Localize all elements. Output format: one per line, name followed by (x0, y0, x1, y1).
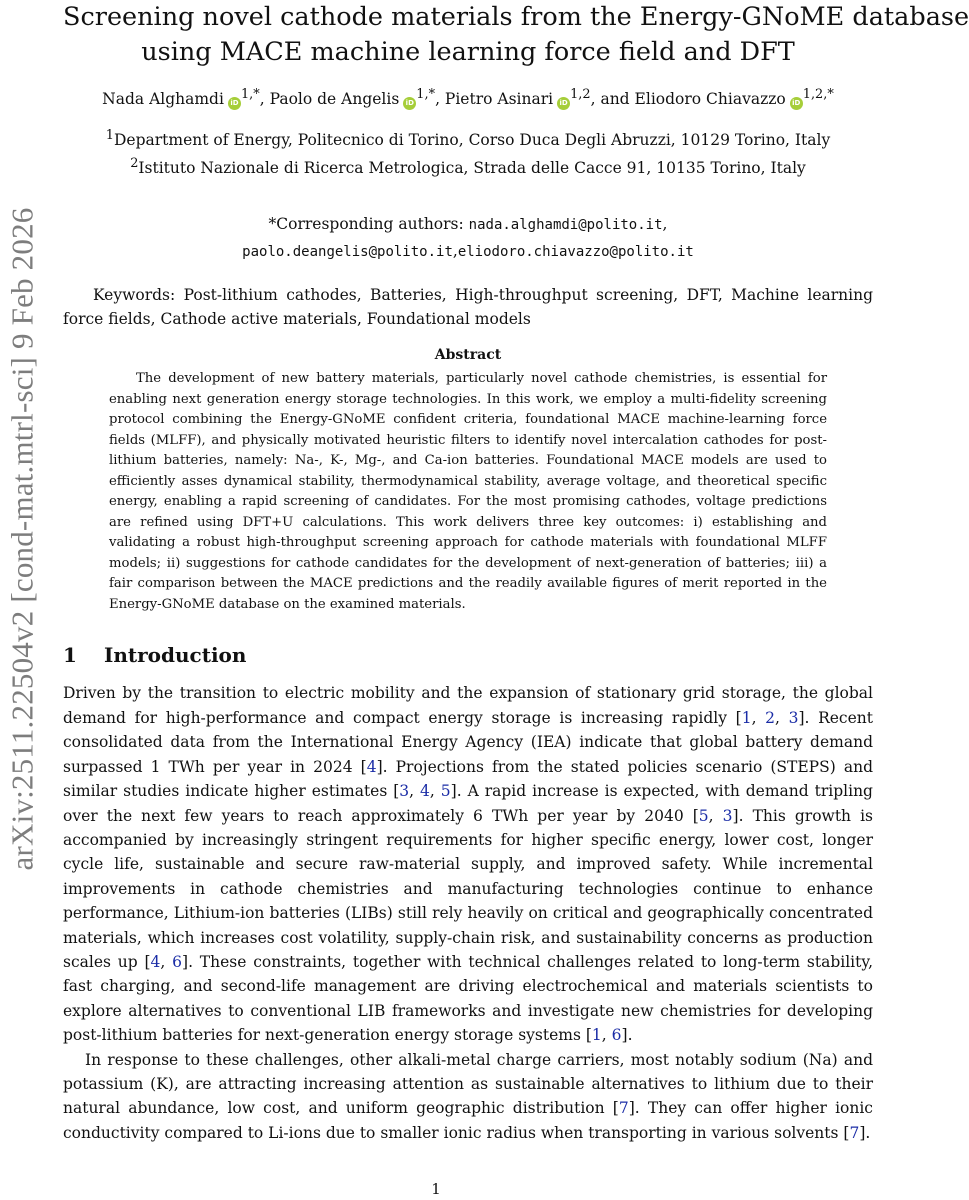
author-separator: , (435, 90, 445, 109)
title-line-2: using MACE machine learning force field and DFT (141, 37, 795, 67)
affiliation-mark: 1 (105, 128, 114, 144)
email-link[interactable]: paolo.deangelis@polito.it (242, 244, 453, 261)
author-affiliation-mark: 1,* (240, 87, 260, 102)
keywords: Keywords: Post-lithium cathodes, Batteries, High-throughput screening, DFT, Machine learning force fields, Cathode active materials, Foundational models (63, 286, 873, 329)
abstract-heading: Abstract (434, 347, 502, 364)
email-link[interactable]: eliodoro.chiavazzo@polito.it (457, 244, 694, 261)
citation-link[interactable]: 5 (440, 782, 451, 801)
affiliation-mark: 2 (130, 156, 139, 172)
email-link[interactable]: nada.alghamdi@polito.it (468, 217, 663, 234)
email-separator: , (452, 242, 458, 261)
paper-title (63, 0, 969, 70)
affiliation-1 (63, 124, 873, 152)
orcid-icon[interactable]: iD (403, 97, 416, 110)
author-separator: , and (590, 90, 635, 109)
author (444, 87, 591, 109)
email-separator: , (662, 215, 668, 234)
section-heading (63, 643, 873, 667)
author (102, 87, 260, 109)
author-list (63, 87, 873, 110)
citation-link[interactable]: 1 (591, 1026, 602, 1045)
title-line-1: Screening novel cathode materials from the Energy-GNoME database (63, 2, 969, 32)
section-title: Introduction (104, 643, 247, 668)
page-number: 1 (431, 1180, 441, 1198)
intro-paragraph-2: In response to these challenges, other alkali-metal charge carriers, most notably sodium (Na) and potassium (K), are attracting increasing attention as sustainable alternatives to lithium due to their natural abundance, low cost, and uniform geographic distribution [7]. They can offer higher ionic conductivity compared to Li-ions due to smaller ionic radius when transporting in various solvents [7]. (63, 1050, 873, 1142)
orcid-icon[interactable]: iD (228, 97, 241, 110)
section-number: 1 (63, 643, 77, 668)
citation-link[interactable]: 5 (698, 806, 709, 825)
arxiv-identifier: arXiv:2511.22504v2 [cond-mat.mtrl-sci] 9 Feb 2026 (4, 207, 40, 871)
citation-link[interactable]: 1 (741, 708, 752, 727)
citation-link[interactable]: 7 (849, 1123, 860, 1142)
citation-link[interactable]: 3 (399, 782, 410, 801)
citation-link[interactable]: 4 (366, 757, 377, 776)
author (634, 87, 834, 109)
affiliation-2 (63, 152, 873, 180)
corresponding-label: *Corresponding authors: (268, 215, 469, 234)
citation-link[interactable]: 7 (618, 1099, 629, 1118)
citation-link[interactable]: 6 (172, 952, 183, 971)
citation-link[interactable]: 3 (788, 708, 799, 727)
citation-link[interactable]: 3 (722, 806, 733, 825)
author-affiliation-mark: 1,2,* (802, 87, 834, 102)
citation-link[interactable]: 2 (765, 708, 776, 727)
orcid-icon[interactable]: iD (790, 97, 803, 110)
citation-link[interactable]: 6 (611, 1026, 622, 1045)
affiliations (63, 124, 873, 180)
paper-page (63, 0, 969, 1145)
author-affiliation-mark: 1,* (416, 87, 436, 102)
author-name: Nada Alghamdi (102, 90, 224, 109)
author-affiliation-mark: 1,2 (570, 87, 591, 102)
corresponding-line-1 (63, 211, 873, 238)
intro-paragraph-1: Driven by the transition to electric mobility and the expansion of stationary grid storage, the global demand for high-performance and compact energy storage is increasing rapidly [1, 2, 3]. Recent consolidated data from the International Energy Agency (IEA) indicate that global battery demand surpassed 1 TWh per year in 2024 [4]. Projections from the stated policies scenario (STEPS) and similar studies indicate higher estimates [3, 4, 5]. A rapid increase is expected, with demand tripling over the next few years to reach approximately 6 TWh per year by 2040 [5, 3]. This growth is accompanied by increasingly stringent requirements for higher specific energy, lower cost, longer cycle life, sustainable and secure raw-material supply, and improved safety. While incremental improvements in cathode chemistries and manufacturing technologies continue to enhance performance, Lithium-ion batteries (LIBs) still rely heavily on critical and geographically concentrated materials, which increases cost volatility, supply-chain risk, and sustainability concerns as production scales up [4, 6]. These constraints, together with technical challenges related to long-term stability, fast charging, and second-life management are driving electrochemical and materials scientists to explore alternatives to conventional LIB frameworks and investigate new chemistries for developing post-lithium batteries for next-generation energy storage systems [1, 6]. (63, 684, 873, 1045)
affiliation-text: Istituto Nazionale di Ricerca Metrologica, Strada delle Cacce 91, 10135 Torino, Italy (138, 159, 806, 178)
author-name: Eliodoro Chiavazzo (634, 90, 786, 109)
citation-link[interactable]: 4 (420, 782, 430, 801)
orcid-icon[interactable]: iD (557, 97, 570, 110)
abstract-text: The development of new battery materials, particularly novel cathode chemistries, is essential for enabling next generation energy storage technologies. In this work, we employ a multi-fidelity screening protocol combining the Energy-GNoME confident criteria, foundational MACE machine-learning force fields (MLFF), and physically motivated heuristic filters to identify novel intercalation cathodes for post-lithium batteries, namely: Na-, K-, Mg-, and Ca-ion batteries. Foundational MACE models are used to efficiently asses dynamical stability, thermodynamical stability, average voltage, and theoretical specific energy, enabling a rapid screening of candidates. For the most promising cathodes, voltage predictions are refined using DFT+U calculations. This work delivers three key outcomes: i) establishing and validating a robust high-throughput screening approach for cathode materials with foundational MLFF models; ii) suggestions for cathode candidates for the development of next-generation of batteries; iii) a fair comparison between the MACE predictions and the readily available figures of merit reported in the Energy-GNoME database on the examined materials. (109, 371, 827, 612)
arxiv-sidebar (0, 178, 44, 900)
author-separator: , (259, 90, 270, 109)
citation-link[interactable]: 4 (150, 952, 161, 971)
author (269, 87, 436, 109)
corresponding-line-2 (63, 238, 873, 265)
affiliation-text: Department of Energy, Politecnico di Torino, Corso Duca Degli Abruzzi, 10129 Torino, Italy (114, 131, 831, 150)
corresponding-authors (63, 211, 873, 265)
author-name: Paolo de Angelis (269, 90, 400, 109)
author-name: Pietro Asinari (444, 90, 554, 109)
